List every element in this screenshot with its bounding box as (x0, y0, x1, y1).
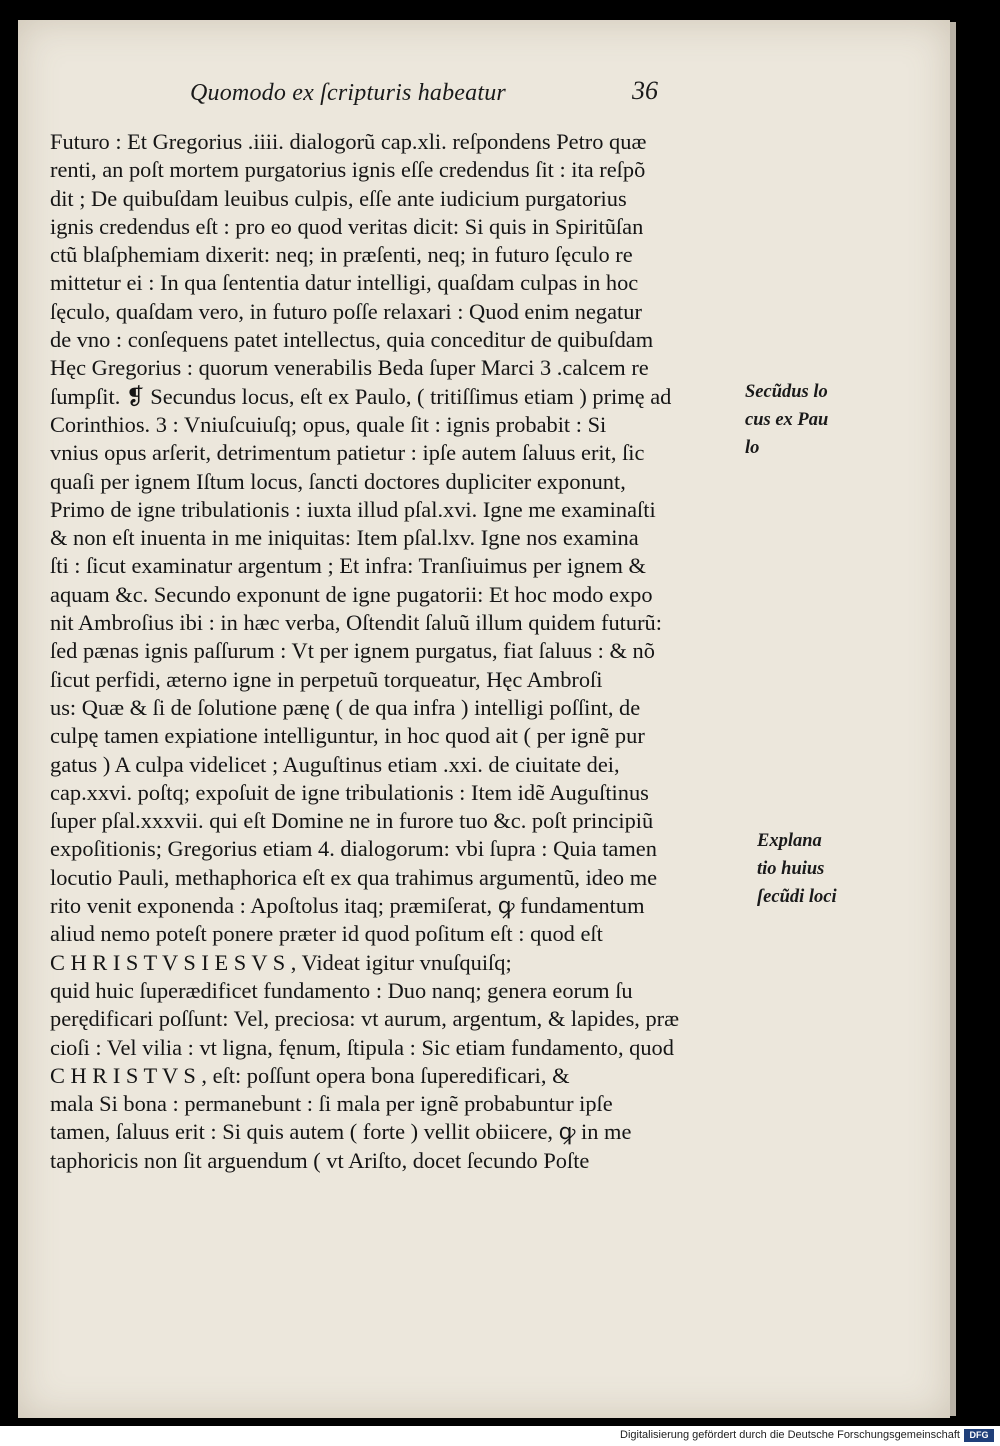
text-line: tamen, ſaluus erit : Si quis autem ( forte ) vellit obiicere, ꝙ in me (50, 1119, 632, 1145)
funding-credit: Digitalisierung gefördert durch die Deutsche Forschungsgemeinschaft (620, 1429, 960, 1441)
text-line: nit Ambroſius ibi : in hæc verba, Oſtendit ſaluũ illum quidem futurũ: (50, 610, 662, 636)
text-line: taphoricis non ſit arguendum ( vt Ariſto, docet ſecundo Poſte (50, 1147, 590, 1173)
text-line: ſęculo, quaſdam vero, in futuro poſſe relaxari : Quod enim negatur (50, 298, 642, 324)
text-line: renti, an poſt mortem purgatorius ignis eſſe credendus ſit : ita reſpõ (50, 157, 646, 183)
text-line: Hęc Gregorius : quorum venerabilis Beda ſuper Marci 3 .calcem re (50, 355, 649, 381)
text-line: cioſi : Vel vilia : vt ligna, fęnum, ſtipula : Sic etiam fundamento, quod (50, 1034, 674, 1060)
text-line: ſti : ſicut examinatur argentum ; Et infra: Tranſiuimus per ignem & (50, 553, 646, 579)
margin-note-line: cus ex Pau (745, 410, 829, 430)
text-line: quaſi per ignem Iſtum locus, ſancti doctores dupliciter exponunt, (50, 468, 626, 494)
text-line: culpę tamen expiatione intelliguntur, in hoc quod ait ( per ignẽ pur (50, 723, 645, 749)
text-line: aquam &c. Secundo exponunt de igne pugatorii: Et hoc modo expo (50, 581, 653, 607)
page-edge (950, 22, 956, 1416)
text-line: aliud nemo poteſt ponere præter id quod poſitum eſt : quod eſt (50, 921, 603, 947)
text-line: ignis credendus eſt : pro eo quod veritas dicit: Si quis in Spiritũſan (50, 213, 644, 239)
text-line: mala Si bona : permanebunt : ſi mala per ignẽ probabuntur ipſe (50, 1091, 613, 1117)
body-text (50, 128, 750, 1175)
margin-note-line: Secũdus lo (745, 382, 828, 402)
text-line: mittetur ei : In qua ſententia datur intelligi, quaſdam culpas in hoc (50, 270, 639, 296)
text-line: ſuper pſal.xxxvii. qui eſt Domine ne in furore tuo &c. poſt principiũ (50, 808, 654, 834)
text-line: ctũ blaſphemiam dixerit: neq; in præſenti, neq; in futuro ſęculo re (50, 242, 633, 268)
margin-note-line: lo (745, 438, 760, 458)
text-line: perędificari poſſunt: Vel, preciosa: vt aurum, argentum, & lapides, præ (50, 1006, 680, 1032)
text-line: expoſitionis; Gregorius etiam 4. dialogorum: vbi ſupra : Quia tamen (50, 836, 657, 862)
text-line: ſed pænas ignis paſſurum : Vt per ignem purgatus, fiat ſaluus : & nõ (50, 638, 655, 664)
text-line: locutio Pauli, methaphorica eſt ex qua trahimus argumentũ, ideo me (50, 864, 658, 890)
margin-note-line: Explana (757, 831, 822, 851)
margin-note-line: tio huius (757, 859, 825, 879)
text-line: C H R I S T V S , eſt: poſſunt opera bona ſuperedificari, & (50, 1062, 570, 1088)
text-line: quid huic ſuperædificet fundamento : Duo nanq; genera eorum ſu (50, 977, 633, 1003)
text-line: ſicut perfidi, æterno igne in perpetuũ torqueatur, Hęc Ambroſi (50, 666, 603, 692)
text-line: rito venit exponenda : Apoſtolus itaq; præmiſerat, ꝙ fundamentum (50, 893, 645, 919)
text-line: gatus ) A culpa videlicet ; Auguſtinus etiam .xxi. de ciuitate dei, (50, 751, 620, 777)
running-head: Quomodo ex ſcripturis habeatur (190, 80, 506, 106)
text-line: Futuro : Et Gregorius .iiii. dialogorũ cap.xli. reſpondens Petro quæ (50, 129, 647, 154)
text-line: dit ; De quibuſdam leuibus culpis, eſſe ante iudicium purgatorius (50, 185, 627, 211)
text-line: Corinthios. 3 : Vniuſcuiuſq; opus, quale ſit : ignis probabit : Si (50, 411, 607, 437)
page-number: 36 (632, 76, 658, 105)
text-line: de vno : conſequens patet intellectus, quia conceditur de quibuſdam (50, 327, 654, 353)
text-line: us: Quæ & ſi de ſolutione pænę ( de qua infra ) intelligi poſſint, de (50, 694, 641, 720)
footer-bar (0, 1426, 1000, 1446)
margin-note-secundus-locus (745, 378, 828, 462)
text-line: C H R I S T V S I E S V S , Videat igitur vnuſquiſq; (50, 949, 512, 975)
text-line: cap.xxvi. poſtq; expoſuit de igne tribulationis : Item idẽ Auguſtinus (50, 779, 649, 805)
margin-note-explanatio (757, 827, 837, 911)
text-line: & non eſt inuenta in me iniquitas: Item pſal.lxv. Igne nos examina (50, 525, 639, 551)
margin-note-line: ſecũdi loci (757, 887, 837, 907)
text-line: ſumpſit. ❡ Secundus locus, eſt ex Paulo, ( tritiſſimus etiam ) primę ad (50, 383, 672, 409)
text-line: vnius opus arſerit, detrimentum patietur : ipſe autem ſaluus erit, ſic (50, 440, 645, 466)
text-line: Primo de igne tribulationis : iuxta illud pſal.xvi. Igne me examinaſti (50, 496, 656, 522)
dfg-logo: DFG (964, 1429, 994, 1442)
